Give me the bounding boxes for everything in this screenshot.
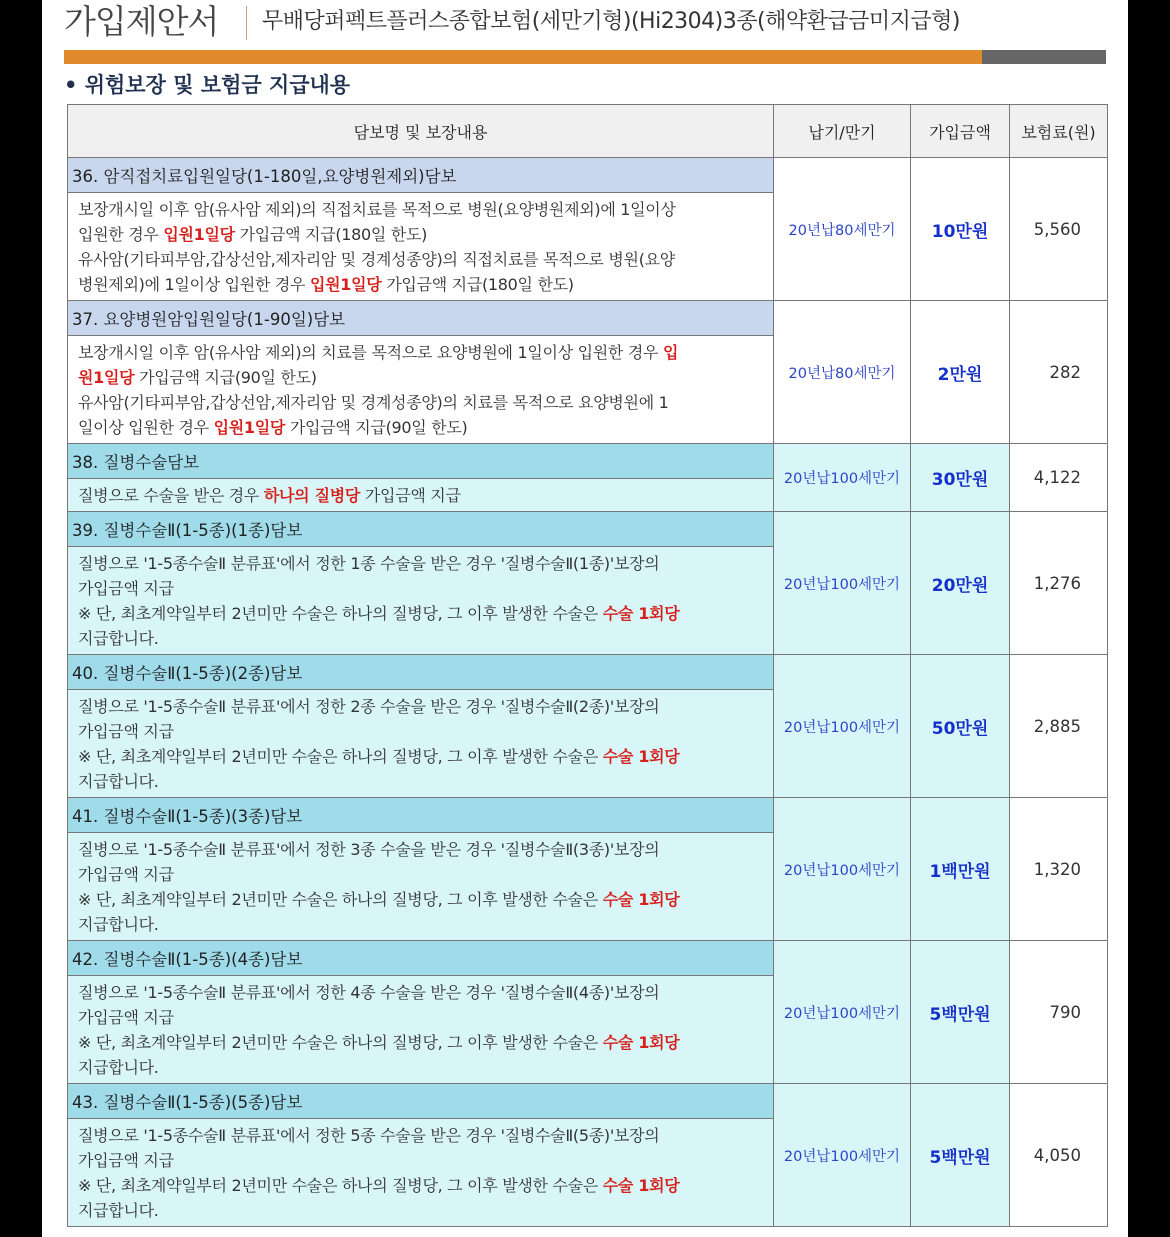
document-page <box>42 0 1128 1237</box>
emphasis-text: 수술 1회당 <box>602 1176 680 1195</box>
col-header-amount: 가입금액 <box>911 105 1010 158</box>
emphasis-text: 원1일당 <box>78 368 135 387</box>
coverage-description <box>68 690 774 798</box>
table-row <box>68 1084 1108 1119</box>
premium-cell: 282 <box>1010 301 1108 444</box>
emphasis-text: 수술 1회당 <box>602 1033 680 1052</box>
desc-text: 가입금액 지급(180일 한도) <box>381 275 574 294</box>
desc-line: 지급합니다. <box>78 1058 159 1077</box>
amount-cell: 20만원 <box>911 512 1010 655</box>
desc-line: 보장개시일 이후 암(유사암 제외)의 직접치료를 목적으로 병원(요양병원제외)에 1일이상 <box>78 200 676 219</box>
desc-line: 질병으로 '1-5종수술Ⅱ 분류표'에서 정한 3종 수술을 받은 경우 '질병수술Ⅱ(3종)'보장의 <box>78 840 660 859</box>
amount-cell: 30만원 <box>911 444 1010 512</box>
desc-text: 가입금액 지급(90일 한도) <box>285 418 468 437</box>
desc-line: 가입금액 지급 <box>78 722 174 741</box>
desc-line: 지급합니다. <box>78 915 159 934</box>
amount-cell: 2만원 <box>911 301 1010 444</box>
desc-line: 질병으로 '1-5종수술Ⅱ 분류표'에서 정한 1종 수술을 받은 경우 '질병수술Ⅱ(1종)'보장의 <box>78 554 660 573</box>
premium-cell: 1,276 <box>1010 512 1108 655</box>
table-header-row <box>68 105 1108 158</box>
desc-text: 가입금액 지급(90일 한도) <box>134 368 317 387</box>
desc-text: ※ 단, 최초계약일부터 2년미만 수술은 하나의 질병당, 그 이후 발생한 수술은 <box>78 604 603 623</box>
desc-line: 유사암(기타피부암,갑상선암,제자리암 및 경계성종양)의 직접치료를 목적으로 병원(요양 <box>78 250 675 269</box>
coverage-name: 40. 질병수술Ⅱ(1-5종)(2종)담보 <box>68 655 774 690</box>
coverage-table <box>67 104 1108 1227</box>
desc-text: ※ 단, 최초계약일부터 2년미만 수술은 하나의 질병당, 그 이후 발생한 수술은 <box>78 747 603 766</box>
coverage-name: 38. 질병수술담보 <box>68 444 774 479</box>
header-accent-bar <box>64 50 982 64</box>
col-header-period: 납기/만기 <box>774 105 911 158</box>
desc-text: 가입금액 지급 <box>360 486 461 505</box>
desc-text: ※ 단, 최초계약일부터 2년미만 수술은 하나의 질병당, 그 이후 발생한 수술은 <box>78 1033 603 1052</box>
section-title: • 위험보장 및 보험금 지급내용 <box>64 73 351 97</box>
coverage-name: 37. 요양병원암입원일당(1-90일)담보 <box>68 301 774 336</box>
coverage-description <box>68 1119 774 1227</box>
col-header-coverage: 담보명 및 보장내용 <box>68 105 774 158</box>
coverage-name: 41. 질병수술Ⅱ(1-5종)(3종)담보 <box>68 798 774 833</box>
table-row <box>68 941 1108 976</box>
desc-line: 질병으로 '1-5종수술Ⅱ 분류표'에서 정한 4종 수술을 받은 경우 '질병수술Ⅱ(4종)'보장의 <box>78 983 660 1002</box>
desc-text: ※ 단, 최초계약일부터 2년미만 수술은 하나의 질병당, 그 이후 발생한 수술은 <box>78 1176 603 1195</box>
emphasis-text: 입원1일당 <box>163 225 235 244</box>
table-row <box>68 444 1108 479</box>
coverage-name: 36. 암직접치료입원일당(1-180일,요양병원제외)담보 <box>68 158 774 193</box>
period-cell: 20년납80세만기 <box>774 301 911 444</box>
header-divider <box>246 6 247 40</box>
desc-line: 지급합니다. <box>78 629 159 648</box>
premium-cell: 1,320 <box>1010 798 1108 941</box>
coverage-description <box>68 547 774 655</box>
period-cell: 20년납100세만기 <box>774 941 911 1084</box>
table-row <box>68 512 1108 547</box>
period-cell: 20년납100세만기 <box>774 1084 911 1227</box>
desc-text: ※ 단, 최초계약일부터 2년미만 수술은 하나의 질병당, 그 이후 발생한 수술은 <box>78 890 603 909</box>
premium-cell: 790 <box>1010 941 1108 1084</box>
desc-line: 지급합니다. <box>78 1201 159 1220</box>
coverage-description <box>68 336 774 444</box>
table-row <box>68 655 1108 690</box>
amount-cell: 1백만원 <box>911 798 1010 941</box>
desc-line: 가입금액 지급 <box>78 1008 174 1027</box>
premium-cell: 5,560 <box>1010 158 1108 301</box>
desc-text: 입원한 경우 <box>78 225 164 244</box>
coverage-description <box>68 976 774 1084</box>
premium-cell: 2,885 <box>1010 655 1108 798</box>
emphasis-text: 수술 1회당 <box>602 890 680 909</box>
header-gray-bar <box>982 50 1106 64</box>
doc-type-title: 가입제안서 <box>64 2 219 41</box>
emphasis-text: 수술 1회당 <box>602 747 680 766</box>
desc-line: 가입금액 지급 <box>78 1151 174 1170</box>
desc-line: 유사암(기타피부암,갑상선암,제자리암 및 경계성종양)의 치료를 목적으로 요양병원에 1 <box>78 393 669 412</box>
coverage-description <box>68 193 774 301</box>
period-cell: 20년납100세만기 <box>774 512 911 655</box>
coverage-name: 43. 질병수술Ⅱ(1-5종)(5종)담보 <box>68 1084 774 1119</box>
table-row <box>68 301 1108 336</box>
desc-text: 보장개시일 이후 암(유사암 제외)의 치료를 목적으로 요양병원에 1일이상 입원한 경우 <box>78 343 663 362</box>
coverage-description <box>68 479 774 512</box>
coverage-name: 39. 질병수술Ⅱ(1-5종)(1종)담보 <box>68 512 774 547</box>
table-row <box>68 798 1108 833</box>
amount-cell: 5백만원 <box>911 941 1010 1084</box>
desc-text: 질병으로 수술을 받은 경우 <box>78 486 264 505</box>
desc-line: 가입금액 지급 <box>78 865 174 884</box>
period-cell: 20년납100세만기 <box>774 655 911 798</box>
emphasis-text: 하나의 질병당 <box>263 486 361 505</box>
emphasis-text: 입원1일당 <box>310 275 382 294</box>
amount-cell: 10만원 <box>911 158 1010 301</box>
period-cell: 20년납100세만기 <box>774 444 911 512</box>
premium-cell: 4,050 <box>1010 1084 1108 1227</box>
amount-cell: 5백만원 <box>911 1084 1010 1227</box>
page-header <box>64 0 1104 46</box>
table-row <box>68 158 1108 193</box>
desc-line: 가입금액 지급 <box>78 579 174 598</box>
desc-text: 일이상 입원한 경우 <box>78 418 214 437</box>
coverage-description <box>68 833 774 941</box>
coverage-name: 42. 질병수술Ⅱ(1-5종)(4종)담보 <box>68 941 774 976</box>
product-name: 무배당퍼펙트플러스종합보험(세만기형)(Hi2304)3종(해약환급금미지급형) <box>262 9 960 34</box>
amount-cell: 50만원 <box>911 655 1010 798</box>
emphasis-text: 입 <box>662 343 679 362</box>
desc-line: 지급합니다. <box>78 772 159 791</box>
emphasis-text: 입원1일당 <box>213 418 286 437</box>
period-cell: 20년납80세만기 <box>774 158 911 301</box>
desc-text: 병원제외)에 1일이상 입원한 경우 <box>78 275 310 294</box>
desc-text: 가입금액 지급(180일 한도) <box>234 225 428 244</box>
desc-line: 질병으로 '1-5종수술Ⅱ 분류표'에서 정한 5종 수술을 받은 경우 '질병수술Ⅱ(5종)'보장의 <box>78 1126 660 1145</box>
premium-cell: 4,122 <box>1010 444 1108 512</box>
desc-line: 질병으로 '1-5종수술Ⅱ 분류표'에서 정한 2종 수술을 받은 경우 '질병수술Ⅱ(2종)'보장의 <box>78 697 660 716</box>
col-header-premium: 보험료(원) <box>1010 105 1108 158</box>
period-cell: 20년납100세만기 <box>774 798 911 941</box>
emphasis-text: 수술 1회당 <box>602 604 680 623</box>
